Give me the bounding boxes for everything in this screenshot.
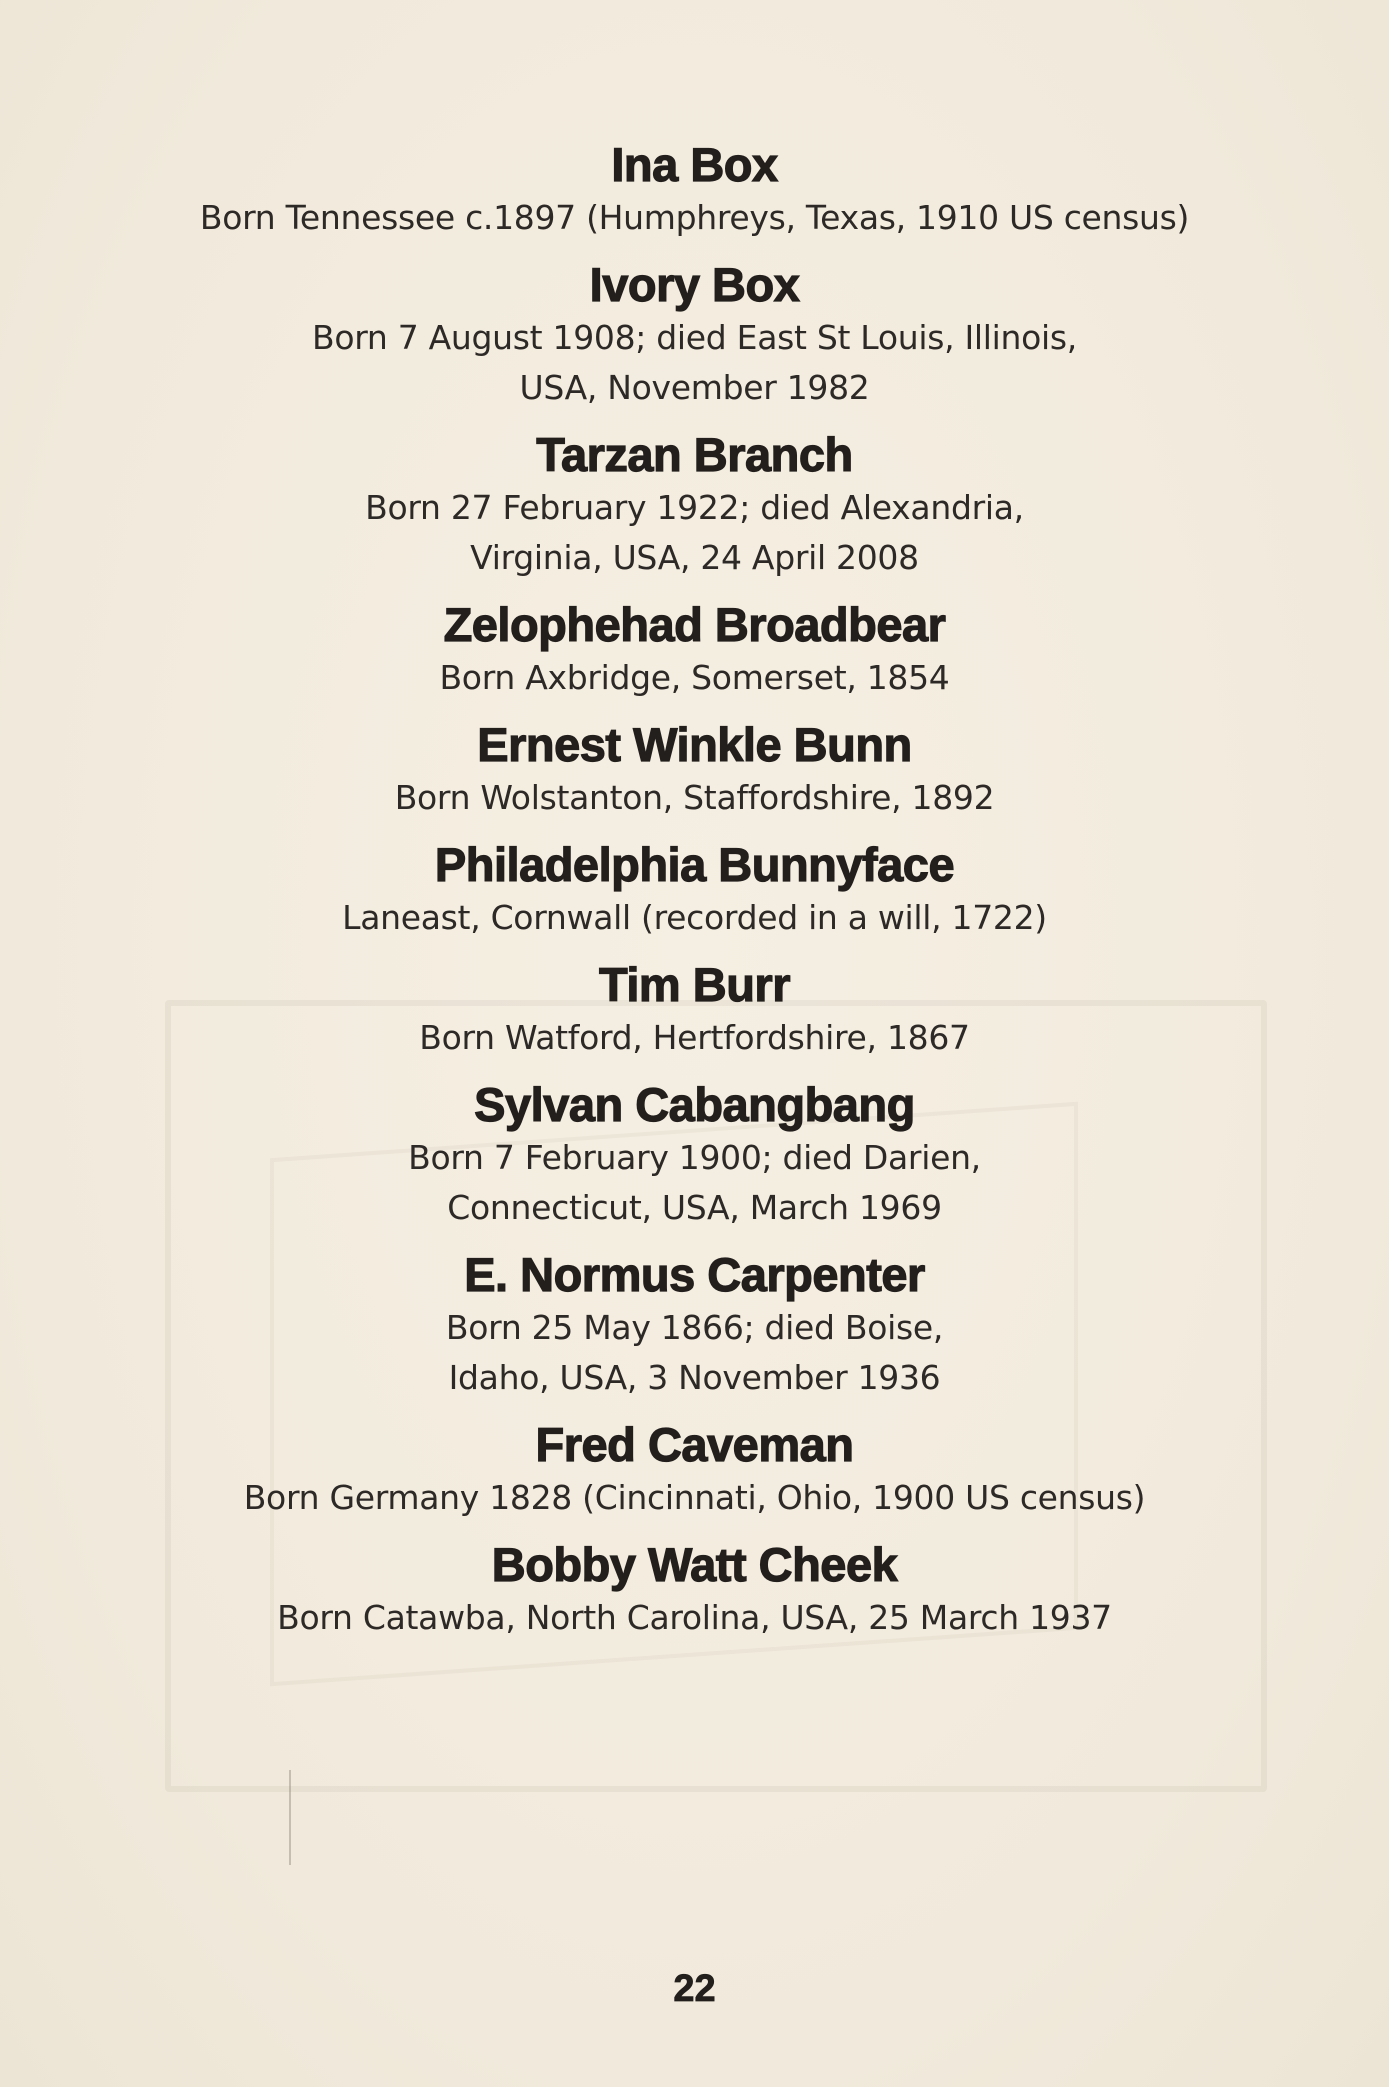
entry-description: USA, November 1982	[519, 368, 870, 407]
entry-description: Idaho, USA, 3 November 1936	[448, 1358, 941, 1397]
list-item	[0, 137, 1389, 243]
entry-name: Ernest Winkle Bunn	[477, 718, 912, 771]
page-number: 22	[673, 1968, 716, 2010]
list-item	[0, 1417, 1389, 1523]
list-item	[0, 1077, 1389, 1233]
list-item	[0, 1247, 1389, 1403]
entry-description: Laneast, Cornwall (recorded in a will, 1722)	[342, 898, 1047, 937]
entry-name: Sylvan Cabangbang	[474, 1078, 915, 1131]
entry-description: Born Wolstanton, Staffordshire, 1892	[394, 778, 995, 817]
entry-description: Born Axbridge, Somerset, 1854	[439, 658, 950, 697]
entry-description: Born Germany 1828 (Cincinnati, Ohio, 1900 US census)	[243, 1478, 1146, 1517]
entry-description: Born Catawba, North Carolina, USA, 25 March 1937	[277, 1598, 1112, 1637]
list-item	[0, 957, 1389, 1063]
entry-name: Bobby Watt Cheek	[491, 1538, 898, 1591]
entry-description: Born 27 February 1922; died Alexandria,	[365, 488, 1024, 527]
list-item	[0, 257, 1389, 413]
list-item	[0, 597, 1389, 703]
entry-name: Zelophehad Broadbear	[443, 598, 946, 651]
entry-name: Ina Box	[611, 138, 778, 191]
name-list	[0, 137, 1389, 1657]
entry-description: Born 25 May 1866; died Boise,	[445, 1308, 944, 1347]
entry-name: Ivory Box	[589, 258, 800, 311]
entry-description: Born 7 August 1908; died East St Louis, Illinois,	[312, 318, 1077, 357]
entry-description: Born Tennessee c.1897 (Humphreys, Texas, 1910 US census)	[199, 198, 1190, 237]
entry-name: Philadelphia Bunnyface	[434, 838, 955, 891]
entry-name: E. Normus Carpenter	[464, 1248, 925, 1301]
list-item	[0, 837, 1389, 943]
entry-description: Connecticut, USA, March 1969	[447, 1188, 942, 1227]
list-item	[0, 1537, 1389, 1643]
entry-description: Virginia, USA, 24 April 2008	[470, 538, 919, 577]
margin-mark	[289, 1770, 291, 1865]
list-item	[0, 427, 1389, 583]
entry-name: Fred Caveman	[535, 1418, 854, 1471]
entry-description: Born 7 February 1900; died Darien,	[408, 1138, 981, 1177]
entry-name: Tarzan Branch	[536, 428, 853, 481]
list-item	[0, 717, 1389, 823]
entry-description: Born Watford, Hertfordshire, 1867	[419, 1018, 970, 1057]
entry-name: Tim Burr	[599, 958, 790, 1011]
